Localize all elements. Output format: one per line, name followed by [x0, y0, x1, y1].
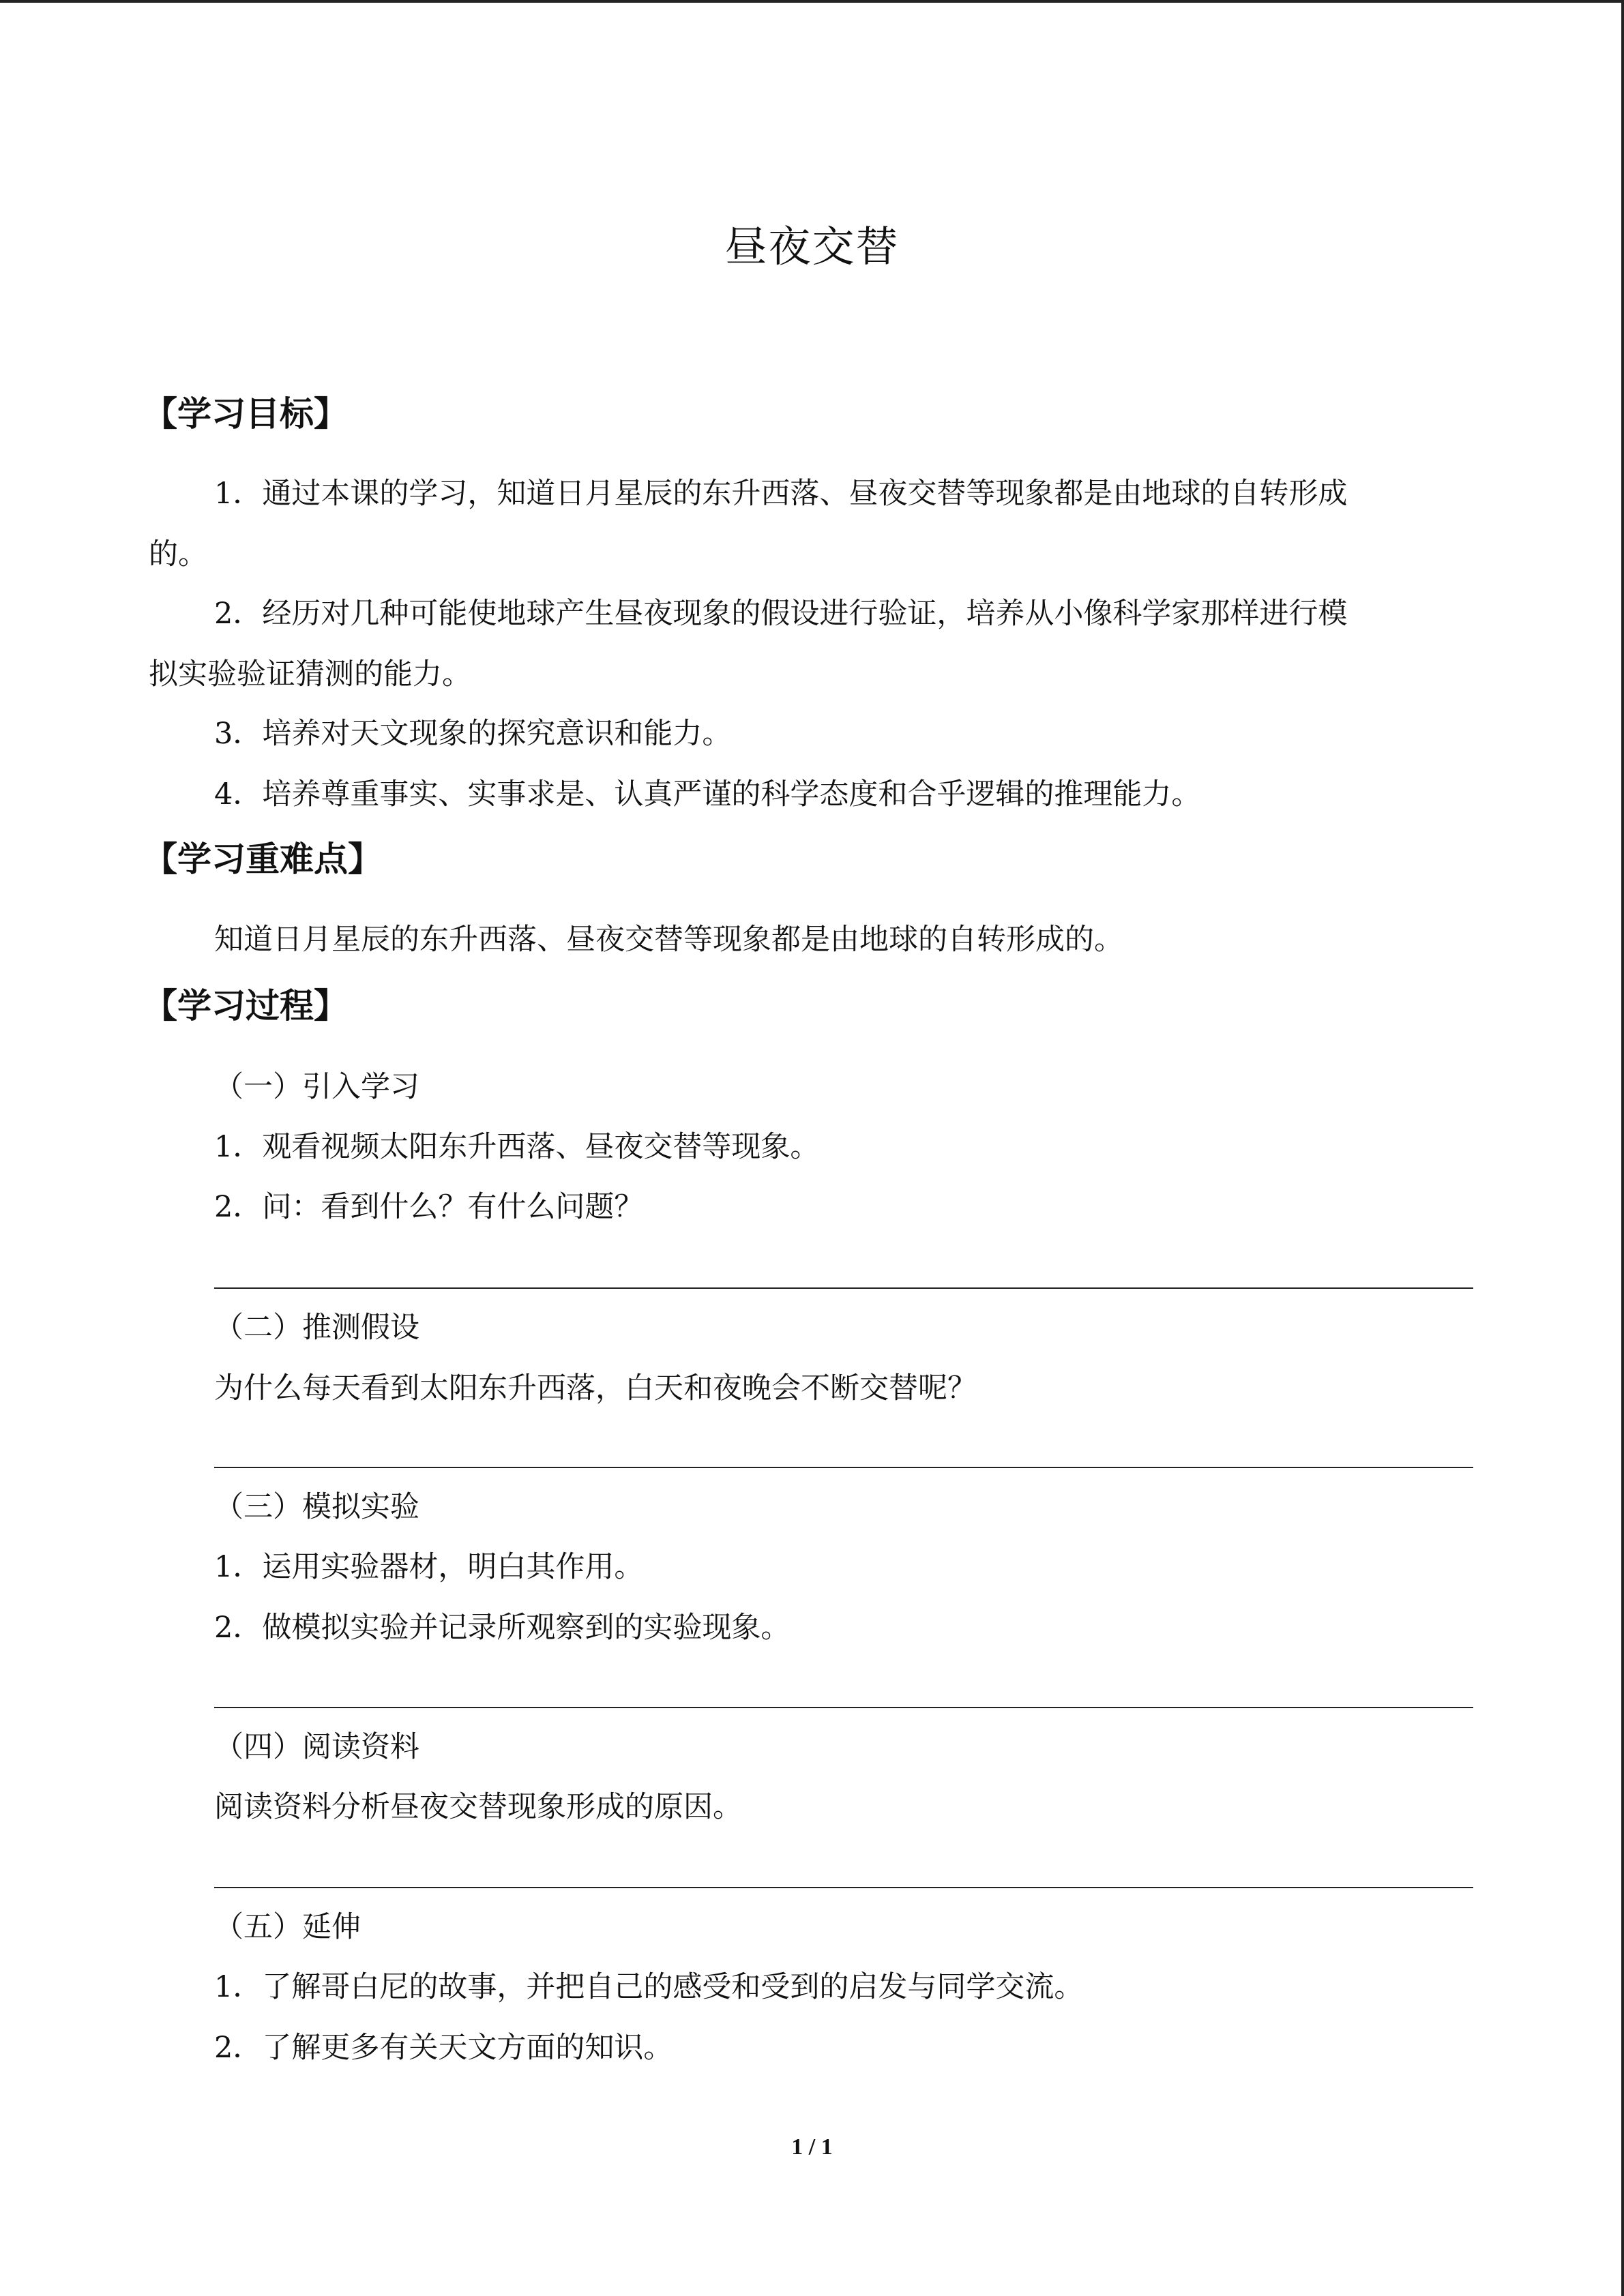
page-border-right: [1621, 0, 1624, 2296]
objective-1-line1: 1．通过本课的学习，知道日月星辰的东升西落、昼夜交替等现象都是由地球的自转形成: [214, 477, 1348, 511]
section-1-line-1: 1．观看视频太阳东升西落、昼夜交替等现象。: [214, 1130, 820, 1164]
process-heading: 【学习过程】: [143, 986, 348, 1026]
section-2-line-1: 为什么每天看到太阳东升西落，白天和夜晚会不断交替呢？: [214, 1371, 977, 1405]
answer-line-3: [214, 1707, 1473, 1708]
page-title: 昼夜交替: [724, 222, 900, 271]
objective-2-line2: 拟实验验证猜测的能力。: [149, 657, 471, 691]
objective-2-line1: 2．经历对几种可能使地球产生昼夜现象的假设进行验证，培养从小像科学家那样进行模: [214, 597, 1348, 631]
objectives-heading: 【学习目标】: [143, 394, 348, 434]
key-points-text: 知道日月星辰的东升西落、昼夜交替等现象都是由地球的自转形成的。: [214, 923, 1123, 957]
section-5-line-2: 2．了解更多有关天文方面的知识。: [214, 2031, 673, 2065]
answer-line-4: [214, 1887, 1473, 1888]
page-border-top: [0, 0, 1624, 3]
key-points-heading: 【学习重难点】: [143, 839, 382, 879]
section-3-line-1: 1．运用实验器材，明白其作用。: [214, 1550, 644, 1584]
objective-1-line2: 的。: [149, 537, 207, 571]
section-4-line-1: 阅读资料分析昼夜交替现象形成的原因。: [214, 1790, 742, 1824]
section-3-title: （三）模拟实验: [214, 1490, 419, 1524]
section-4-title: （四）阅读资料: [214, 1730, 419, 1764]
objective-3: 3．培养对天文现象的探究意识和能力。: [214, 717, 732, 751]
section-5-line-1: 1．了解哥白尼的故事，并把自己的感受和受到的启发与同学交流。: [214, 1970, 1084, 2004]
objective-4: 4．培养尊重事实、实事求是、认真严谨的科学态度和合乎逻辑的推理能力。: [214, 777, 1201, 811]
section-5-title: （五）延伸: [214, 1910, 361, 1944]
answer-line-2: [214, 1467, 1473, 1468]
page-number: 1 / 1: [791, 2134, 833, 2160]
answer-line-1: [214, 1287, 1473, 1289]
section-1-line-2: 2．问：看到什么？有什么问题？: [214, 1190, 644, 1224]
section-3-line-2: 2．做模拟实验并记录所观察到的实验现象。: [214, 1611, 791, 1645]
section-1-title: （一）引入学习: [214, 1070, 419, 1104]
section-2-title: （二）推测假设: [214, 1311, 419, 1345]
